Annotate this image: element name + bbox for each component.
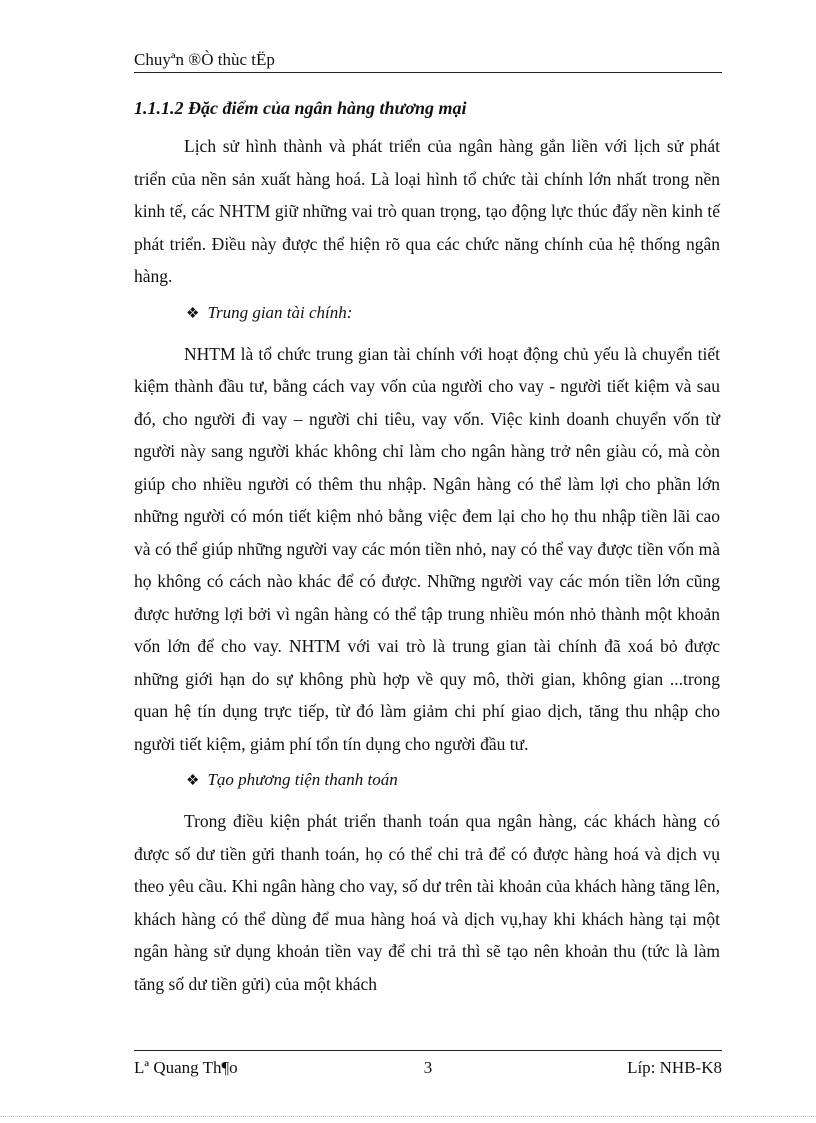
page-header — [134, 50, 722, 73]
header-title: Chuyªn ®Ò thùc tËp — [134, 50, 275, 69]
diamond-bullet-icon: ❖ — [186, 305, 200, 322]
document-body — [134, 130, 720, 1000]
section-heading: 1.1.1.2 Đặc điểm của ngân hàng thương mại — [134, 98, 467, 118]
bullet-label: Trung gian tài chính: — [207, 302, 353, 322]
footer-class: Líp: NHB-K8 — [627, 1058, 722, 1077]
bullet-thanh-toan — [134, 766, 720, 795]
footer-author: Lª Quang Th¶o — [134, 1058, 238, 1077]
page-edge-divider — [0, 1116, 816, 1117]
intro-paragraph: Lịch sử hình thành và phát triển của ngân hàng gắn liền với lịch sử phát triển của nền sản xuất hàng hoá. Là loại hình tổ chức tài chính lớn nhất trong nền kinh tế, các NHTM giữ những vai trò quan trọng, tạo động lực thúc đẩy nền kinh tế phát triển. Điều này được thể hiện rõ qua các chức năng chính của hệ thống ngân hàng. — [134, 136, 720, 286]
payment-paragraph: Trong điều kiện phát triển thanh toán qua ngân hàng, các khách hàng có được số dư tiền gửi thanh toán, họ có thể chi trả để có được hàng hoá và dịch vụ theo yêu cầu. Khi ngân hàng cho vay, số dư trên tài khoản của khách hàng tăng lên, khách hàng có thể dùng để mua hàng hoá và dịch vụ,hay khi khách hàng tại một ngân hàng sử dụng khoản tiền vay để chi trả thì sẽ tạo nên khoản thu (tức là làm tăng số dư tiền gửi) của một khách — [134, 811, 720, 994]
diamond-bullet-icon: ❖ — [186, 773, 200, 789]
page-number: 3 — [423, 1058, 433, 1077]
intermediary-paragraph: NHTM là tổ chức trung gian tài chính với hoạt động chủ yếu là chuyển tiết kiệm thành đầu tư, bằng cách vay vốn của người cho vay - người tiết kiệm và sau đó, cho người đi vay – người chi tiêu, vay vốn. Việc kinh doanh chuyển vốn từ người này sang người khác không chỉ làm cho ngân hàng trở nên giàu có, mà còn giúp cho nhiều người có thêm thu nhập. Ngân hàng có thể làm lợi cho phần lớn những người có món tiết kiệm nhỏ bằng việc đem lại cho họ thu nhập tiền lãi cao và có thể giúp những người vay các món tiền nhỏ, nay có thể vay được tiền vốn mà họ không có cách nào khác để có được. Những người vay các món tiền lớn cũng được hưởng lợi bởi vì ngân hàng có thể tập trung nhiều món nhỏ thành một khoản vốn lớn để cho vay. NHTM với vai trò là trung gian tài chính đã xoá bỏ được những giới hạn do sự không phù hợp về quy mô, thời gian, không gian ...trong quan hệ tín dụng trực tiếp, từ đó làm giảm chi phí giao dịch, tăng thu nhập cho người tiết kiệm, giảm phí tổn tín dụng cho người đầu tư. — [134, 343, 720, 754]
bullet-trung-gian — [134, 299, 720, 328]
page-footer — [134, 1050, 722, 1081]
bullet-label: Tạo phương tiện thanh toán — [207, 770, 398, 789]
